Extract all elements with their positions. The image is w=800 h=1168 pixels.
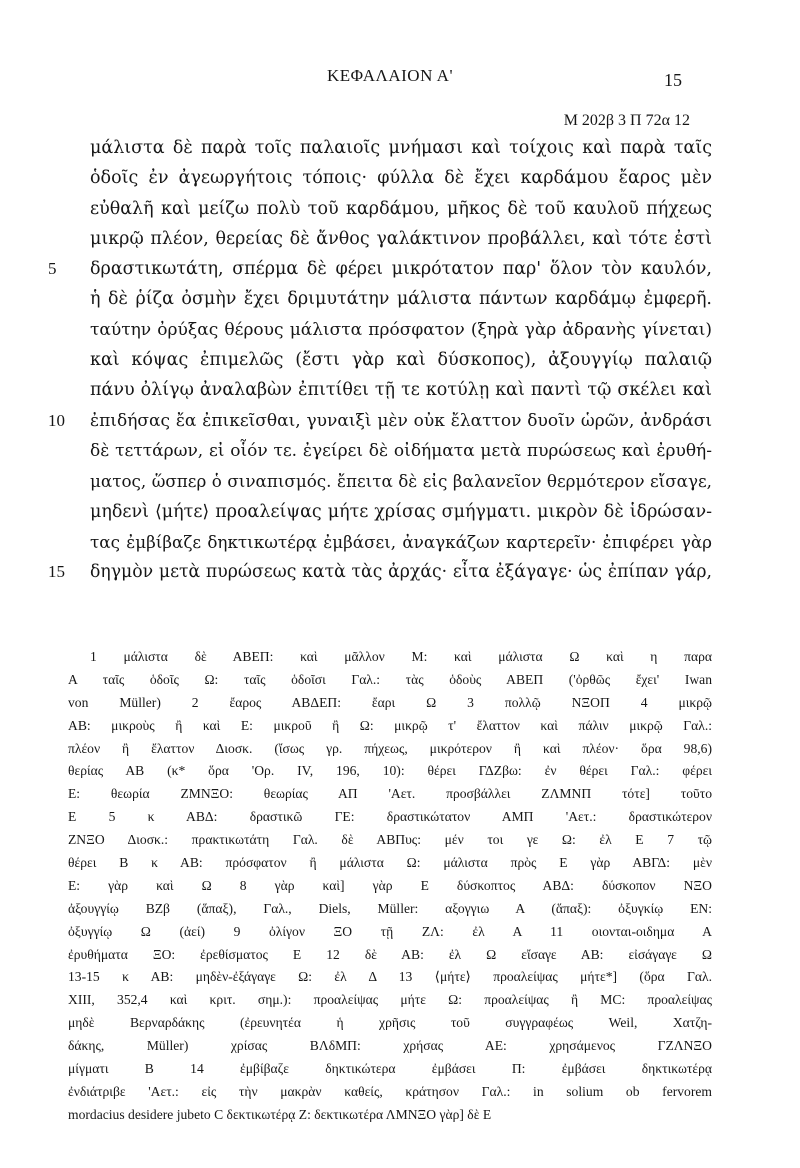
apparatus-line: XIII, 352,4 καὶ κριτ. σημ.): προαλείψας μήτε Ω: προαλείψας ἢ MC: προαλείψας [68,992,712,1008]
apparatus-line: von Müller) 2 ἔαρος ΑΒΔΕΠ: ἔαρι Ω 3 πολλῷ ΝΞΟΠ 4 μικρῷ [68,694,712,710]
line-text: δὲ τεττάρων, εἰ οἷόν τε. ἐγείρει δὲ οἰδήματα μετὰ πυρώσεως καὶ ἐρυθή- [90,440,712,461]
critical-apparatus [68,646,712,1127]
apparatus-line: δάκης, Müller) χρίσας ΒΛδΜΠ: χρήσας ΑΕ: χρησάμενος ΓΖΛΝΞΟ [68,1038,712,1054]
line-text: ταύτην ὀρύξας θέρους μάλιστα πρόσφατον (ξηρὰ γὰρ ἀδρανὴς γίνεται) [90,319,712,340]
apparatus-line: ἐρυθήματα ΞΟ: ἐρεθίσματος Ε 12 δὲ ΑΒ: ἐλ Ω εἴσαγε ΑΒ: εἰσάγαγε Ω [68,946,712,962]
apparatus-line: ἐνδιάτριβε 'Αετ.: εἰς τὴν μακρὰν καθείς, κράτησον Γαλ.: in solium ob fervorem [68,1083,712,1099]
text-line [90,284,712,314]
line-text: ἡ δὲ ῥίζα ὀσμὴν ἔχει δριμυτάτην μάλιστα πάντων καρδάμῳ ἐμφερῆ. [90,289,712,310]
line-text: ἐπιδήσας ἔα ἐπικεῖσθαι, γυναιξὶ μὲν οὐκ ἔλαττον δυοῖν ὡρῶν, ἀνδράσι [90,410,712,431]
text-line [90,133,712,163]
page-number: 15 [664,70,682,90]
main-text-block [48,133,712,587]
line-text: δηγμὸν μετὰ πυρώσεως κατὰ τὰς ἀρχάς· εἶτα ἐξάγαγε· ὡς ἐπίπαν γάρ, [90,562,712,583]
apparatus-line: θερίας ΑΒ (κ* ὅρα 'Ορ. IV, 196, 10): θέρει ΓΔΖβω: ἐν θέρει Γαλ.: φέρει [68,763,712,779]
apparatus-line: ΑΒ: μικροὺς ἢ καὶ Ε: μικροῦ ἢ Ω: μικρῷ τ' ἔλαττον καὶ πάλιν μικρῷ Γαλ.: [68,717,712,733]
line-number: 10 [48,410,65,430]
apparatus-line: μίγματι Β 14 ἐμβίβαζε δηκτικώτερα ἐμβάσει Π: ἐμβάσει δηκτικωτέρᾳ [68,1061,712,1077]
apparatus-line: θέρει Β κ ΑΒ: πρόσφατον ἢ μάλιστα Ω: μάλιστα πρὸς Ε γὰρ ΑΒΓΔ: μὲν [68,855,712,871]
apparatus-line: Ε: γὰρ καὶ Ω 8 γὰρ καὶ] γὰρ Ε δύσκοπτος ΑΒΔ: δύσκοπον ΝΞΟ [68,877,712,893]
apparatus-line: mordacius desidere jubeto C δεκτικωτέρᾳ Ζ: δεκτικωτέρα ΛΜΝΞΟ γὰρ] δὲ Ε [68,1106,492,1122]
text-line [90,315,712,345]
text-line [90,224,712,254]
line-text: μηδενὶ ⟨μήτε⟩ προαλείψας μήτε χρίσας σμήγματι. μικρὸν δὲ ἱδρώσαν- [90,501,712,522]
line-text: ματος, ὥσπερ ὁ σιναπισμός. ἔπειτα δὲ εἰς βαλανεῖον θερμότερον εἴσαγε, [90,471,712,492]
apparatus-line: ΖΝΞΟ Διοσκ.: πρακτικωτάτη Γαλ. δὲ ΑΒΠυς: μέν τοι γε Ω: ἐλ Ε 7 τῷ [68,832,712,848]
manuscript-sigla: M 202β 3 Π 72α 12 [563,112,690,129]
text-line [90,163,712,193]
line-text: μάλιστα δὲ παρὰ τοῖς παλαιοῖς μνήμασι καὶ τοίχοις καὶ παρὰ ταῖς [90,138,712,158]
apparatus-line: 1 μάλιστα δὲ ΑΒΕΠ: καὶ μᾶλλον Μ: καὶ μάλιστα Ω καὶ η παρα [90,649,712,664]
line-text: καὶ κόψας ἐπιμελῶς (ἔστι γὰρ καὶ δύσκοπος), ἀξουγγίῳ παλαιῷ [90,350,712,371]
apparatus-line: πλέον ἢ ἔλαττον Διοσκ. (ἴσως γρ. πήχεως, μικρότερον ἢ καὶ πλέον· ὅρα 98,6) [68,740,712,756]
chapter-title: ΚΕΦΑΛΑΙΟΝ Α' [326,66,454,85]
apparatus-line: ἀξουγγίῳ ΒΖβ (ἅπαξ), Γαλ., Diels, Müller: αξογγιω Α (ἅπαξ): ὀξυγκίῳ ΕΝ: [68,900,712,916]
line-number: 5 [48,259,57,279]
apparatus-line: 13-15 κ ΑΒ: μηδὲν-ἐξάγαγε Ω: ἐλ Δ 13 ⟨μήτε⟩ προαλείψας μήτε*] (ὅρα Γαλ. [68,969,712,985]
apparatus-line: Ε: θεωρία ΖΜΝΞΟ: θεωρίας ΑΠ 'Αετ. προσβάλλει ΖΛΜΝΠ τότε] τοῦτο [68,786,712,802]
text-line [48,254,712,284]
text-line [90,345,712,375]
line-text: εὐθαλῆ καὶ μείζω πολὺ τοῦ καρδάμου, μῆκος δὲ τοῦ καυλοῦ πήχεως [90,198,712,219]
line-text: δραστικωτάτη, σπέρμα δὲ φέρει μικρότατον παρ' ὅλον τὸν καυλόν, [90,259,712,280]
apparatus-line: ὀξυγγίῳ Ω (ἀεί) 9 ὀλίγον ΞΟ τῇ ΖΛ: ἐλ Α 11 οιονται-οιδημα Α [68,923,712,939]
line-text: ὁδοῖς ἐν ἀγεωργήτοις τόποις· φύλλα δὲ ἔχει καρδάμου ἔαρος μὲν [90,168,712,189]
text-line [90,497,712,527]
text-line [48,557,712,587]
apparatus-line: Ε 5 κ ΑΒΔ: δραστικῶ ΓΕ: δραστικώτατον ΑΜΠ 'Αετ.: δραστικώτερον [68,809,712,825]
text-line [48,406,712,436]
line-text: τας ἐμβίβαζε δηκτικωτέρᾳ ἐμβάσει, ἀναγκάζων καρτερεῖν· ἐπιφέρει γὰρ [90,531,712,552]
apparatus-line: μηδὲ Βερναρδάκης (ἐρευνητέα ἡ χρῆσις τοῦ συγγραφέως Weil, Χατζη- [68,1015,712,1031]
text-line [90,194,712,224]
text-line [90,527,712,557]
line-text: πάνυ ὀλίγῳ ἀναλαβὼν ἐπιτίθει τῇ τε κοτύλῃ καὶ παντὶ τῷ σκέλει καὶ [90,380,712,401]
text-line [90,466,712,496]
text-line [90,436,712,466]
line-text: μικρῷ πλέον, θερείας δὲ ἄνθος γαλάκτινον προβάλλει, καὶ τότε ἐστὶ [90,228,712,249]
line-number: 15 [48,562,65,582]
text-line [90,375,712,405]
apparatus-line: Α ταῖς ὁδοῖς Ω: ταῖς ὁδοῖσι Γαλ.: τὰς ὁδοὺς ΑΒΕΠ ('ὀρθῶς ἔχει' Iwan [68,671,712,687]
